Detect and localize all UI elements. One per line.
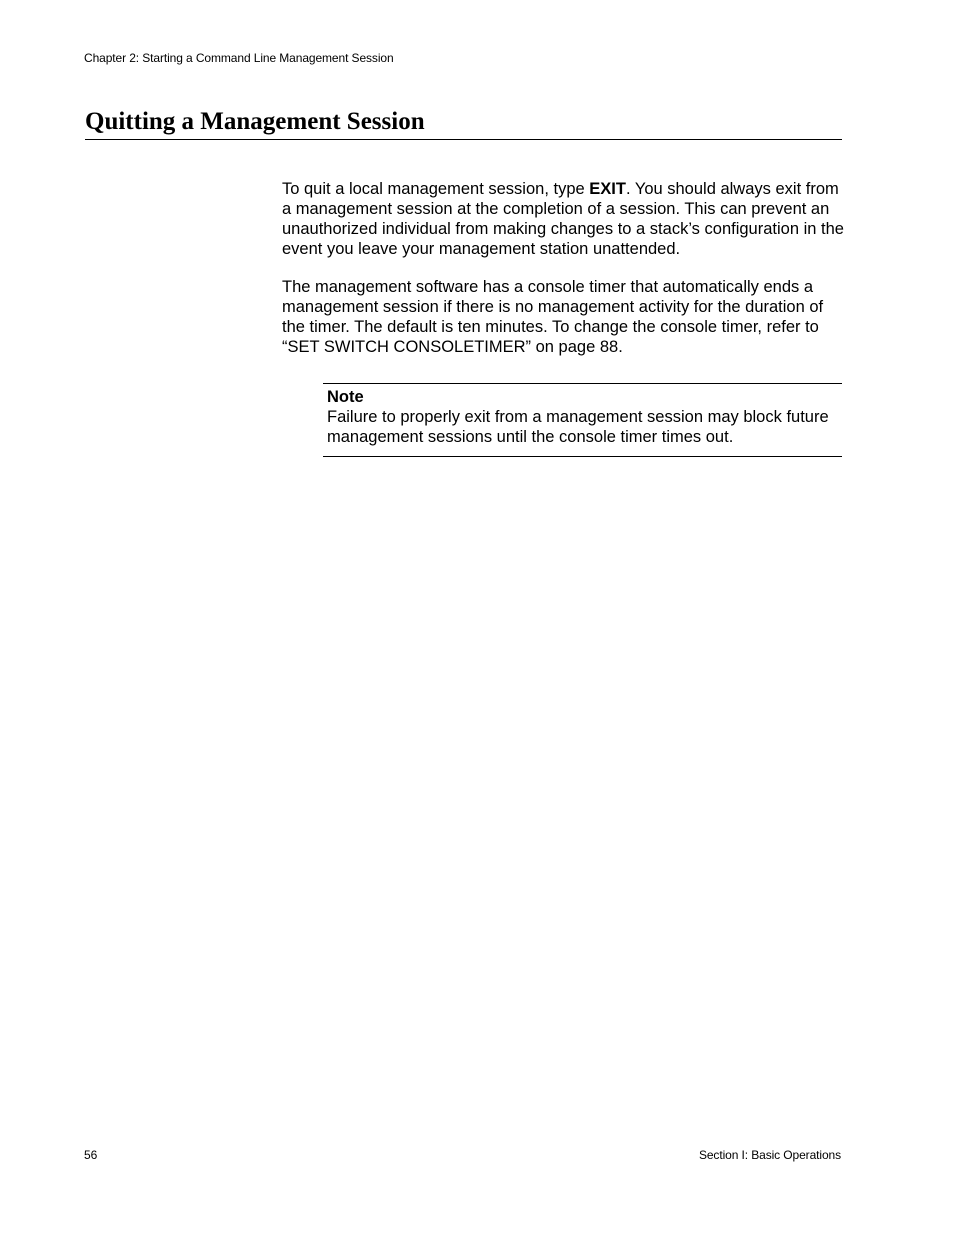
exit-command: EXIT (589, 180, 626, 198)
title-underline-rule (85, 139, 842, 140)
paragraph-quit-session (282, 179, 844, 259)
footer-section-name: Section I: Basic Operations (698, 1148, 841, 1162)
paragraph-quit-session-after: . You should always exit from a management session at the completion of a session. This can prevent an unauthorized individual from making changes to a stack’s configuration in the event you leave your management station unattended. (282, 180, 844, 258)
paragraph-console-timer: The management software has a console timer that automatically ends a management session if there is no management activity for the duration of the timer. The default is ten minutes. To change the console timer, refer to “SET SWITCH CONSOLETIMER” on page 88. (282, 278, 824, 356)
note-box (323, 383, 842, 457)
section-title: Quitting a Management Session (85, 108, 425, 135)
note-text: Failure to properly exit from a management session may block future management sessions until the console timer times out. (327, 408, 829, 446)
paragraph-quit-session-before: To quit a local management session, type (282, 180, 590, 198)
note-label: Note (327, 388, 364, 406)
page-number: 56 (84, 1148, 98, 1162)
running-header: Chapter 2: Starting a Command Line Management Session (84, 51, 394, 65)
